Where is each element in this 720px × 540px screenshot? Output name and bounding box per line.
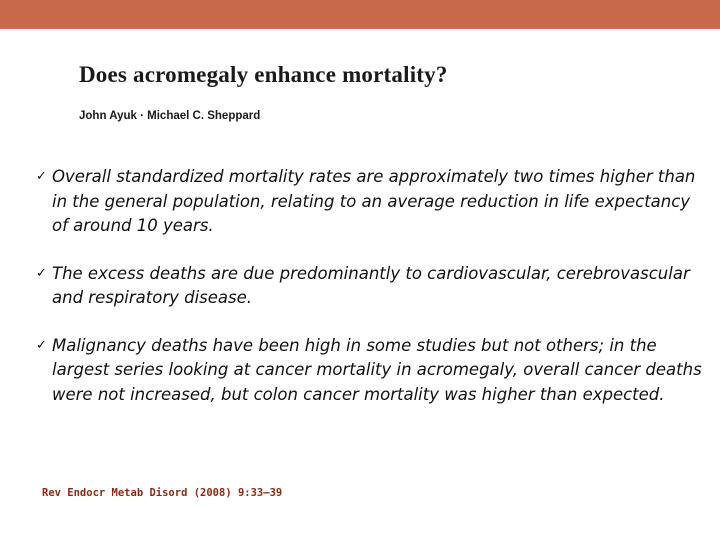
bullet-item (36, 165, 706, 239)
bullet-text: The excess deaths are due predominantly to cardiovascular, cerebrovascular and respiratory disease. (52, 263, 690, 307)
check-icon: ✓ (36, 169, 47, 184)
top-accent-band (0, 0, 720, 29)
check-icon: ✓ (36, 265, 47, 281)
bullet-text: Overall standardized mortality rates are approximately two times higher than in the general population, relating to an average reduction in life expectancy of around 10 years. (52, 167, 696, 235)
bullet-item (36, 334, 706, 408)
paper-title: Does acromegaly enhance mortality? (79, 62, 448, 87)
citation: Rev Endocr Metab Disord (2008) 9:33–39 (42, 487, 283, 499)
bullet-item (36, 262, 706, 311)
bullet-list (36, 165, 706, 430)
paper-authors: John Ayuk · Michael C. Sheppard (79, 110, 261, 122)
bullet-text: Malignancy deaths have been high in some studies but not others; in the largest series looking at cancer mortality in acromegaly, overall cancer deaths were not increased, but colon cancer mortality was higher than expected. (52, 335, 702, 404)
check-icon: ✓ (36, 337, 47, 353)
